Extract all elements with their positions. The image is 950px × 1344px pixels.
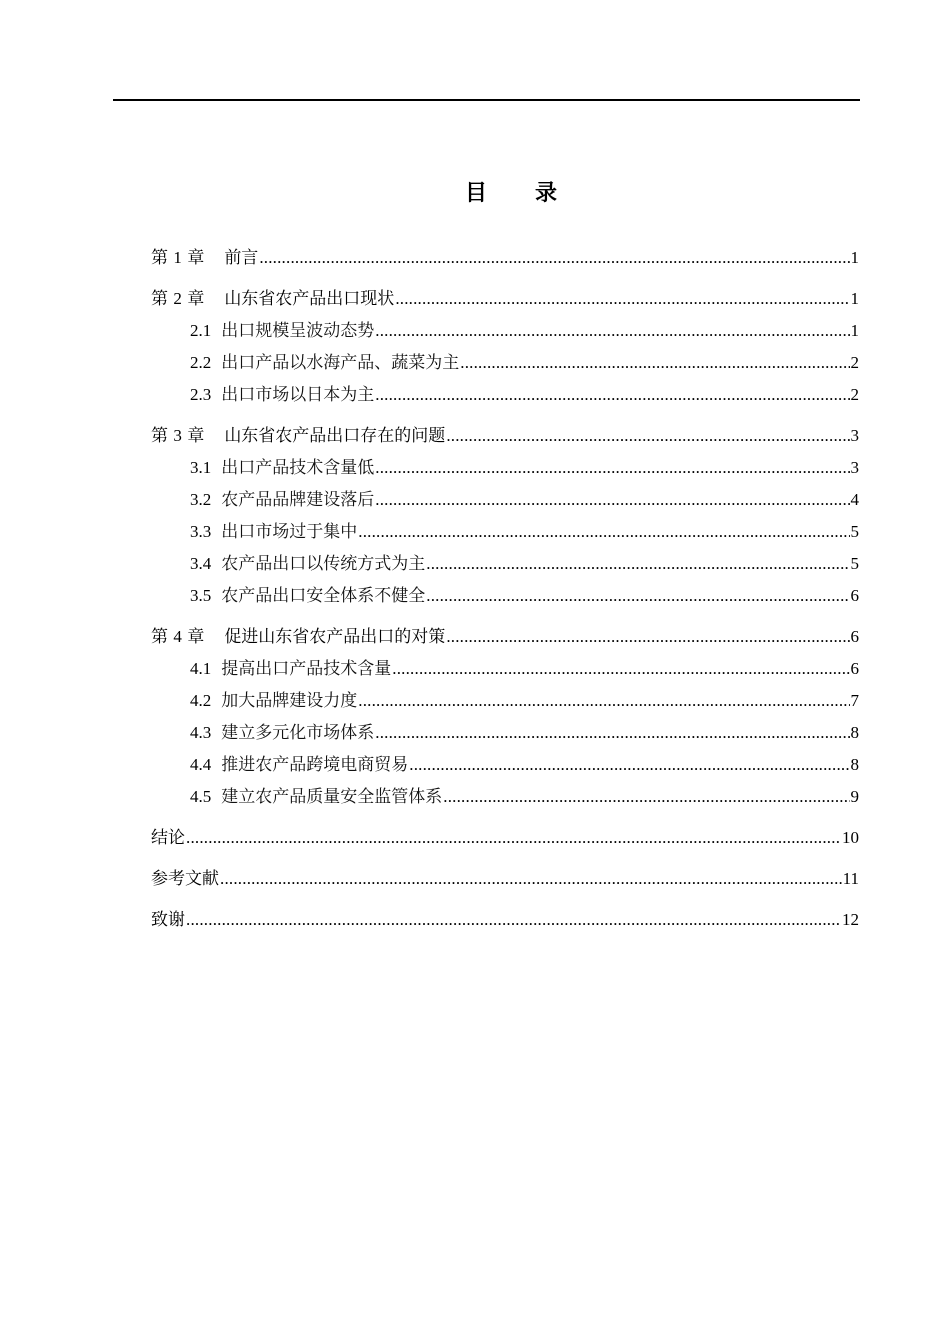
- section-number: 2.1: [190, 321, 212, 340]
- entry-title: 推进农产品跨境电商贸易: [221, 755, 409, 775]
- table-of-contents: [151, 242, 859, 936]
- page-number: 6: [850, 586, 859, 605]
- section-number: 2.2: [190, 353, 212, 372]
- dot-leader: [186, 822, 841, 854]
- toc-entry-section-4-1[interactable]: [151, 653, 859, 685]
- section-number: 4.2: [190, 691, 212, 710]
- section-number: 3.1: [190, 458, 212, 477]
- dot-leader: [375, 484, 849, 516]
- toc-entry-section-4-4[interactable]: [151, 749, 859, 781]
- dot-leader: [259, 242, 849, 274]
- entry-title: 参考文献: [151, 869, 219, 889]
- dot-leader: [460, 347, 849, 379]
- entry-title: 出口产品技术含量低: [221, 458, 375, 478]
- dot-leader: [409, 749, 849, 781]
- page-number: 3: [850, 458, 859, 477]
- entry-title: 结论: [151, 828, 185, 848]
- page-number: 8: [850, 723, 859, 742]
- section-number: 3.3: [190, 522, 212, 541]
- page-number: 5: [850, 554, 859, 573]
- entry-title: 农产品出口安全体系不健全: [221, 586, 426, 606]
- entry-title: 农产品品牌建设落后: [221, 490, 375, 510]
- toc-entry-section-4-5[interactable]: [151, 781, 859, 813]
- page-number: 9: [850, 787, 859, 806]
- toc-entry-chapter-4[interactable]: [151, 621, 859, 653]
- page-number: 12: [842, 910, 859, 929]
- dot-leader: [375, 452, 849, 484]
- entry-title: 致谢: [151, 910, 185, 930]
- section-number: 4.5: [190, 787, 212, 806]
- section-number: 4.4: [190, 755, 212, 774]
- toc-title-char-left: 目: [464, 181, 487, 206]
- dot-leader: [426, 580, 849, 612]
- toc-entry-section-4-2[interactable]: [151, 685, 859, 717]
- dot-leader: [392, 653, 849, 685]
- toc-entry-section-3-3[interactable]: [151, 516, 859, 548]
- dot-leader: [220, 863, 842, 895]
- chapter-number: 第 4 章: [151, 627, 205, 647]
- entry-title: 前言: [224, 248, 259, 268]
- page-number: 11: [842, 869, 859, 888]
- entry-title: 建立农产品质量安全监管体系: [221, 787, 443, 807]
- entry-title: 山东省农产品出口存在的问题: [224, 426, 446, 446]
- section-number: 4.1: [190, 659, 212, 678]
- dot-leader: [375, 717, 849, 749]
- page-number: 1: [850, 289, 859, 308]
- toc-entry-chapter-1[interactable]: [151, 242, 859, 274]
- toc-entry-section-3-1[interactable]: [151, 452, 859, 484]
- page-number: 4: [850, 490, 859, 509]
- toc-title-char-right: 录: [535, 181, 558, 206]
- page-number: 3: [850, 426, 859, 445]
- entry-title: 出口市场以日本为主: [221, 385, 375, 405]
- dot-leader: [186, 904, 841, 936]
- page-number: 6: [850, 627, 859, 646]
- header-rule: [113, 99, 860, 101]
- toc-entry-chapter-3[interactable]: [151, 420, 859, 452]
- entry-title: 农产品出口以传统方式为主: [221, 554, 426, 574]
- toc-entry-section-3-4[interactable]: [151, 548, 859, 580]
- entry-title: 加大品牌建设力度: [221, 691, 358, 711]
- dot-leader: [443, 781, 849, 813]
- toc-entry-section-4-3[interactable]: [151, 717, 859, 749]
- chapter-number: 第 1 章: [151, 248, 205, 268]
- section-number: 2.3: [190, 385, 212, 404]
- entry-title: 促进山东省农产品出口的对策: [224, 627, 446, 647]
- dot-leader: [375, 315, 849, 347]
- page-number: 1: [850, 248, 859, 267]
- dot-leader: [395, 283, 849, 315]
- page-number: 5: [850, 522, 859, 541]
- page-number: 10: [842, 828, 859, 847]
- section-number: 3.2: [190, 490, 212, 509]
- entry-title: 山东省农产品出口现状: [224, 289, 395, 309]
- dot-leader: [358, 516, 849, 548]
- toc-entry-chapter-2[interactable]: [151, 283, 859, 315]
- toc-title: [0, 176, 950, 212]
- toc-entry-acknowledgements[interactable]: [151, 904, 859, 936]
- entry-title: 出口规模呈波动态势: [221, 321, 375, 341]
- section-number: 4.3: [190, 723, 212, 742]
- entry-title: 建立多元化市场体系: [221, 723, 375, 743]
- section-number: 3.5: [190, 586, 212, 605]
- toc-entry-section-3-2[interactable]: [151, 484, 859, 516]
- section-number: 3.4: [190, 554, 212, 573]
- dot-leader: [358, 685, 849, 717]
- entry-title: 出口市场过于集中: [221, 522, 358, 542]
- entry-title: 出口产品以水海产品、蔬菜为主: [221, 353, 460, 373]
- dot-leader: [446, 621, 849, 653]
- page-number: 7: [850, 691, 859, 710]
- dot-leader: [426, 548, 849, 580]
- dot-leader: [446, 420, 849, 452]
- chapter-number: 第 2 章: [151, 289, 205, 309]
- toc-entry-section-2-1[interactable]: [151, 315, 859, 347]
- dot-leader: [375, 379, 849, 411]
- toc-entry-section-2-3[interactable]: [151, 379, 859, 411]
- toc-entry-references[interactable]: [151, 863, 859, 895]
- page-number: 2: [850, 385, 859, 404]
- toc-entry-section-3-5[interactable]: [151, 580, 859, 612]
- toc-entry-conclusion[interactable]: [151, 822, 859, 854]
- toc-entry-section-2-2[interactable]: [151, 347, 859, 379]
- page-number: 6: [850, 659, 859, 678]
- page-number: 1: [850, 321, 859, 340]
- page-number: 8: [850, 755, 859, 774]
- entry-title: 提高出口产品技术含量: [221, 659, 392, 679]
- page-number: 2: [850, 353, 859, 372]
- chapter-number: 第 3 章: [151, 426, 205, 446]
